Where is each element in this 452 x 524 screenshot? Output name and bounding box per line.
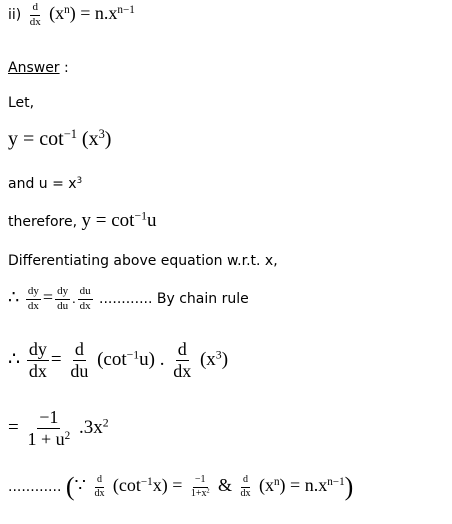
fraction-dy-dx: $\frac{dy}{dx}$ — [27, 285, 39, 312]
dots: ............ — [8, 479, 62, 495]
differentiating-text: Differentiating above equation w.r.t. x, — [8, 253, 278, 269]
fraction-denominator: dx — [29, 15, 41, 28]
therefore-symbol: ∴ — [8, 348, 21, 370]
fraction-dy-du: $\frac{dy}{du}$ — [57, 285, 69, 312]
fraction-minus-one-over: $\frac{-1}{1 + u^2}$ — [27, 407, 71, 449]
fraction-dy-dx: $\frac{dy}{dx}$ — [28, 339, 47, 381]
fraction-d-dx: $\frac{d}{dx}$ — [173, 339, 192, 381]
fraction-numerator: d — [30, 2, 40, 16]
formula-expression: $(x^n) = n.x^{n-1}$ — [49, 3, 135, 24]
derivative-line: ∴ $\frac{dy}{dx}$ = $\frac{d}{du}$ $(\cot^{-1}u)$ . $\frac{d}{dx}$ $(x^3)$ — [8, 339, 229, 381]
chain-rule-note: ............ By chain rule — [94, 291, 249, 308]
formula-line-4: $y = \cot^{-1} (x^3)$ — [8, 127, 112, 150]
because-symbol: ∵ — [74, 475, 86, 495]
answer-heading — [8, 60, 69, 76]
therefore-symbol: ∴ — [8, 287, 20, 309]
therefore-formula: $y = \cot^{-1}u$ — [81, 209, 157, 231]
substitution-line: and $u = x^3$ — [8, 176, 83, 192]
answer-colon: : — [59, 60, 69, 76]
fraction-d-du: $\frac{d}{du}$ — [70, 339, 89, 381]
fraction-du-dx: $\frac{du}{dx}$ — [79, 285, 91, 312]
therefore-line: therefore, $y = \cot^{-1}u$ — [8, 209, 157, 231]
let-text: Let, — [8, 95, 35, 111]
derivative-operator — [28, 2, 43, 28]
fraction-d-dx-2: $\frac{d}{dx}$ — [240, 474, 251, 499]
chain-rule-line: ∴ $\frac{dy}{dx}$ = $\frac{dy}{du}$ . $\frac{du}{dx}$ ............ By chain rule — [8, 285, 249, 312]
item-number: ii) — [8, 7, 22, 24]
formula-line-1 — [8, 2, 135, 28]
answer-label: Answer — [8, 60, 60, 76]
because-line: ............ (∵ $\frac{d}{dx}$ $(\cot^{-1}x)$ = $\frac{-1}{1+x^2}$ & $\frac{d}{dx}$ $(x^n) = n.x^{n-1}$) — [8, 472, 354, 501]
result-line: = $\frac{-1}{1 + u^2}$ $.3x^2$ — [8, 407, 109, 449]
fraction-minus-one-over-one-plus-x2: $\frac{-1}{1+x^2}$ — [190, 474, 210, 499]
fraction-d-dx: $\frac{d}{dx}$ — [94, 474, 105, 499]
